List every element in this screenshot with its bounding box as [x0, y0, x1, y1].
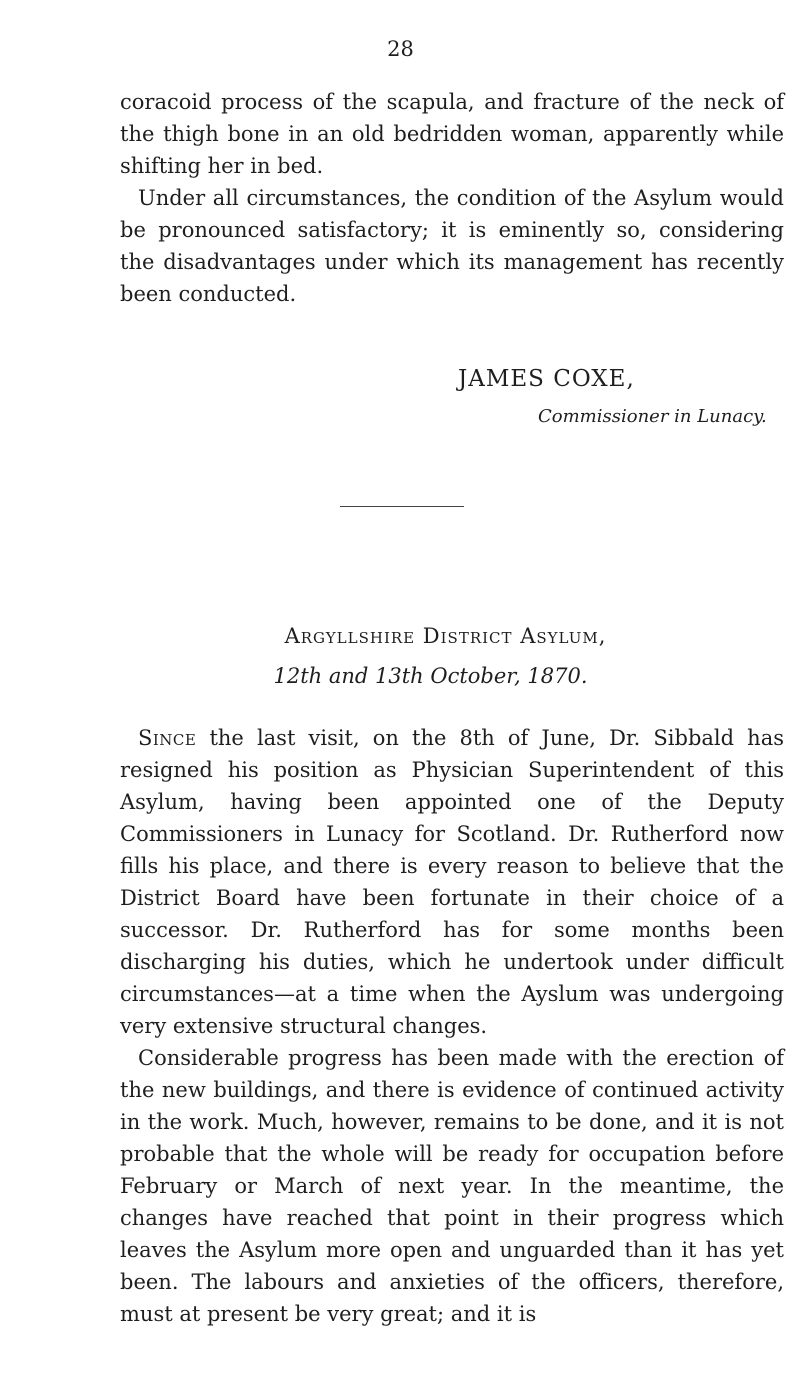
continuation-paragraph: coracoid process of the scapula, and fracture of the neck of the thigh bone in an old bedridden woman, apparently while shifting her in bed. [120, 90, 784, 178]
report-conclusion [120, 86, 784, 310]
lead-word: Since [138, 726, 197, 750]
report-body [120, 722, 784, 1330]
signature-name: JAMES COXE, [458, 366, 635, 392]
section-divider [340, 506, 464, 507]
body-paragraph-1 [120, 722, 784, 1042]
section-heading: Argyllshire District Asylum, [284, 624, 607, 648]
section-date: 12th and 13th October, 1870. [273, 664, 588, 688]
body-paragraph-2: Considerable progress has been made with the erection of the new buildings, and there is evidence of continued activity in the work. Much, however, remains to be done, and it is not probable that the whole will be ready for occupation before February or March of next year. In the meantime, the changes have reached that point in their progress which leaves the Asylum more open and unguarded than it has yet been. The labours and anxieties of the officers, therefore, must at present be very great; and it is [120, 1046, 784, 1326]
conclusion-paragraph: Under all circumstances, the condition of the Asylum would be pronounced satisfactory; it is eminently so, considering the disadvantages under which its management has recently been conducted. [120, 186, 784, 306]
body-paragraph-1-text: the last visit, on the 8th of June, Dr. Sibbald has resigned his position as Physician Superintendent of this Asylum, having been appointed one of the Deputy Commissioners in Lunacy for Scotland. Dr. Rutherford now fills his place, and there is every reason to believe that the District Board have been fortunate in their choice of a successor. Dr. Rutherford has for some months been discharging his duties, which he undertook under difficult circumstances—at a time when the Ayslum was undergoing very extensive structural changes. [120, 726, 784, 1038]
signature-title: Commissioner in Lunacy. [538, 406, 767, 427]
page-number: 28 [387, 37, 414, 61]
